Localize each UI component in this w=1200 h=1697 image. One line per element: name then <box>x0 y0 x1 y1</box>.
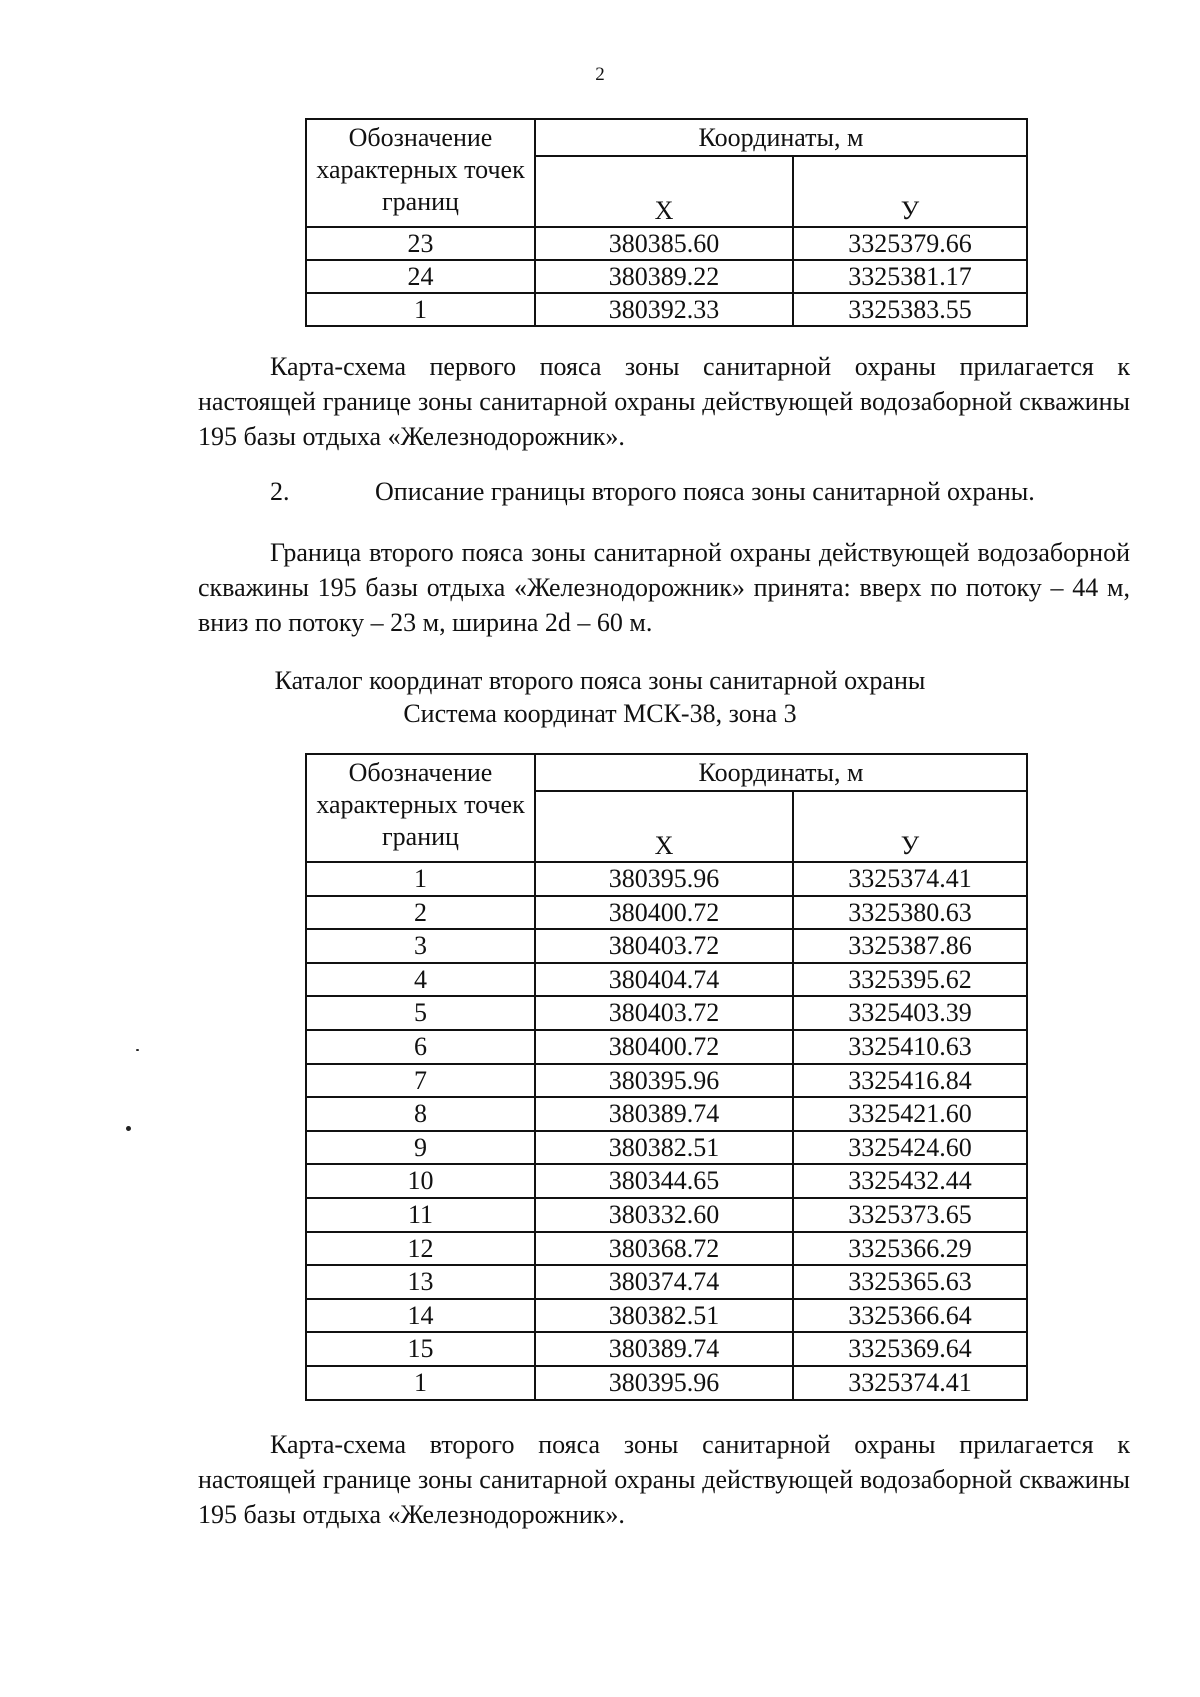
header-x: X <box>535 791 793 862</box>
catalog-caption-line1: Каталог координат второго пояса зоны санитарной охраны <box>274 666 926 695</box>
page-number: 2 <box>595 64 605 85</box>
cell-point: 13 <box>306 1265 535 1299</box>
cell-x: 380392.33 <box>535 293 793 326</box>
cell-x: 380389.74 <box>535 1332 793 1366</box>
cell-x: 380403.72 <box>535 929 793 963</box>
table-row <box>306 1198 1027 1232</box>
cell-y: 3325383.55 <box>793 293 1027 326</box>
cell-y: 3325381.17 <box>793 260 1027 293</box>
cell-y: 3325374.41 <box>793 1366 1027 1400</box>
cell-y: 3325373.65 <box>793 1198 1027 1232</box>
catalog-caption-line2: Система координат МСК-38, зона 3 <box>403 699 797 728</box>
cell-point: 15 <box>306 1332 535 1366</box>
table-row <box>306 1097 1027 1131</box>
cell-x: 380382.51 <box>535 1299 793 1333</box>
cell-y: 3325416.84 <box>793 1064 1027 1098</box>
table-row <box>306 862 1027 896</box>
table-row <box>306 293 1027 326</box>
coordinates-table-second-zone <box>305 753 1028 1401</box>
cell-y: 3325379.66 <box>793 227 1027 260</box>
cell-point: 14 <box>306 1299 535 1333</box>
cell-point: 23 <box>306 227 535 260</box>
header-y: У <box>793 791 1027 862</box>
cell-point: 6 <box>306 1030 535 1064</box>
cell-y: 3325374.41 <box>793 862 1027 896</box>
cell-x: 380404.74 <box>535 963 793 997</box>
cell-y: 3325432.44 <box>793 1164 1027 1198</box>
cell-point: 9 <box>306 1131 535 1165</box>
header-point-designation: Обозначение характерных точек границ <box>306 119 535 227</box>
cell-x: 380400.72 <box>535 1030 793 1064</box>
cell-y: 3325365.63 <box>793 1265 1027 1299</box>
table-row <box>306 1030 1027 1064</box>
cell-x: 380400.72 <box>535 896 793 930</box>
cell-x: 380382.51 <box>535 1131 793 1165</box>
cell-x: 380389.74 <box>535 1097 793 1131</box>
header-coordinates: Координаты, м <box>535 119 1027 156</box>
cell-point: 1 <box>306 862 535 896</box>
table-row <box>306 1332 1027 1366</box>
cell-point: 4 <box>306 963 535 997</box>
table-row <box>306 929 1027 963</box>
cell-x: 380332.60 <box>535 1198 793 1232</box>
cell-x: 380368.72 <box>535 1232 793 1266</box>
cell-x: 380395.96 <box>535 1064 793 1098</box>
paragraph-first-zone-map: Карта-схема первого пояса зоны санитарной охраны прилагается к настоящей границе зоны санитарной охраны действующей водозаборной скважины 195 базы отдыха «Железнодорожник». <box>198 352 1130 451</box>
table-row <box>306 1232 1027 1266</box>
cell-y: 3325403.39 <box>793 996 1027 1030</box>
cell-y: 3325387.86 <box>793 929 1027 963</box>
table-row <box>306 1366 1027 1400</box>
scan-speck <box>136 1049 139 1051</box>
cell-x: 380344.65 <box>535 1164 793 1198</box>
cell-x: 380403.72 <box>535 996 793 1030</box>
scan-speck <box>126 1126 131 1131</box>
cell-y: 3325366.64 <box>793 1299 1027 1333</box>
cell-point: 10 <box>306 1164 535 1198</box>
cell-point: 5 <box>306 996 535 1030</box>
section-heading-2 <box>270 474 1035 509</box>
table-body <box>306 227 1027 326</box>
section-title: Описание границы второго пояса зоны санитарной охраны. <box>375 477 1035 506</box>
table-row <box>306 260 1027 293</box>
cell-point: 11 <box>306 1198 535 1232</box>
header-coordinates: Координаты, м <box>535 754 1027 791</box>
cell-y: 3325395.62 <box>793 963 1027 997</box>
header-point-designation: Обозначение характерных точек границ <box>306 754 535 862</box>
cell-x: 380395.96 <box>535 862 793 896</box>
cell-x: 380374.74 <box>535 1265 793 1299</box>
coordinates-table-first-zone <box>305 118 1028 327</box>
header-x: X <box>535 156 793 227</box>
table-row <box>306 227 1027 260</box>
section-number: 2. <box>270 477 290 506</box>
table-body <box>306 862 1027 1400</box>
table-row <box>306 1131 1027 1165</box>
cell-y: 3325380.63 <box>793 896 1027 930</box>
cell-point: 2 <box>306 896 535 930</box>
cell-point: 7 <box>306 1064 535 1098</box>
cell-point: 24 <box>306 260 535 293</box>
cell-x: 380385.60 <box>535 227 793 260</box>
cell-y: 3325424.60 <box>793 1131 1027 1165</box>
cell-y: 3325369.64 <box>793 1332 1027 1366</box>
table-row <box>306 1299 1027 1333</box>
cell-x: 380395.96 <box>535 1366 793 1400</box>
table-row <box>306 1164 1027 1198</box>
table-row <box>306 896 1027 930</box>
table-row <box>306 963 1027 997</box>
table-row <box>306 1265 1027 1299</box>
cell-point: 1 <box>306 293 535 326</box>
header-y: У <box>793 156 1027 227</box>
cell-point: 8 <box>306 1097 535 1131</box>
cell-point: 3 <box>306 929 535 963</box>
cell-point: 1 <box>306 1366 535 1400</box>
cell-y: 3325421.60 <box>793 1097 1027 1131</box>
paragraph-second-zone-boundary: Граница второго пояса зоны санитарной охраны действующей водозаборной скважины 195 базы отдыха «Железнодорожник» принята: вверх по потоку – 44 м, вниз по потоку – 23 м, ширина 2d – 60 м. <box>198 538 1130 637</box>
cell-x: 380389.22 <box>535 260 793 293</box>
cell-y: 3325366.29 <box>793 1232 1027 1266</box>
cell-y: 3325410.63 <box>793 1030 1027 1064</box>
cell-point: 12 <box>306 1232 535 1266</box>
table-row <box>306 996 1027 1030</box>
paragraph-second-zone-map: Карта-схема второго пояса зоны санитарной охраны прилагается к настоящей границе зоны санитарной охраны действующей водозаборной скважины 195 базы отдыха «Железнодорожник». <box>198 1430 1130 1529</box>
table-row <box>306 1064 1027 1098</box>
